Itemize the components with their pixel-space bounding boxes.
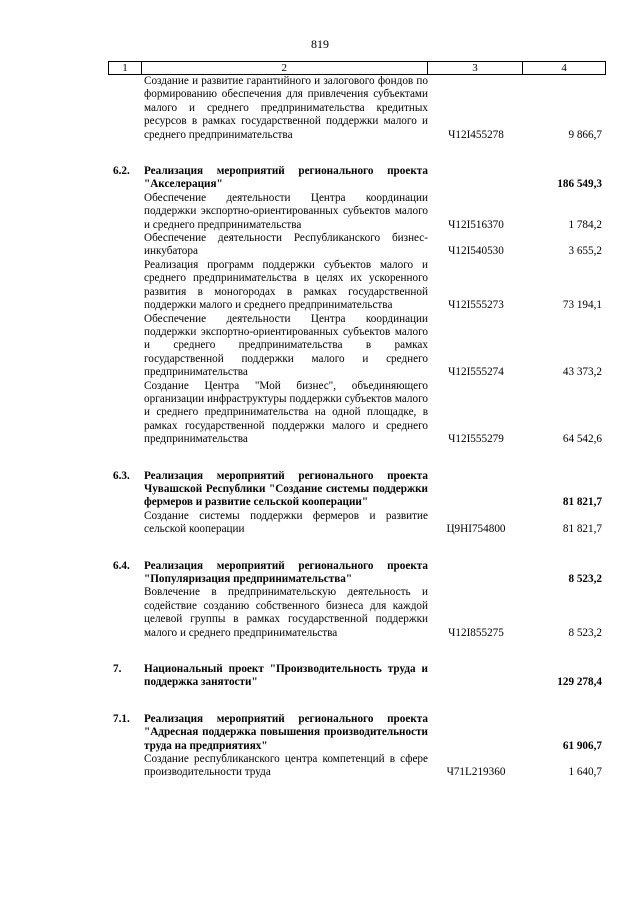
table-row	[108, 259, 606, 313]
row-code: Ц9НI754800	[446, 523, 506, 536]
row-number	[108, 232, 141, 259]
row-code	[428, 663, 524, 690]
row-description: Обеспечение деятельности Республиканского бизнес-инкубатора	[144, 232, 428, 258]
budget-table	[108, 75, 606, 780]
row-number: 7.	[113, 663, 122, 676]
table-row	[108, 753, 606, 780]
row-amount: 8 523,2	[568, 626, 602, 639]
row-code	[428, 713, 524, 753]
row-amount: 73 194,1	[562, 299, 602, 312]
column-header-3: 3	[428, 62, 524, 74]
table-row	[108, 586, 606, 640]
row-amount: 129 278,4	[557, 676, 602, 689]
row-number: 6.4.	[113, 559, 130, 572]
row-description: Реализация мероприятий регионального проекта "Популяризация предпринимательства"	[144, 559, 428, 585]
row-number	[108, 259, 141, 313]
row-code: Ч12I555279	[448, 433, 504, 446]
row-description: Создание Центра "Мой бизнес", объединяющего организации инфраструктуры поддержки субъектов малого и среднего предпринимательства на одной площадке, в рамках государственной поддержки малого и среднего предпринимательства	[144, 379, 428, 446]
row-amount: 3 655,2	[568, 245, 602, 258]
row-code	[428, 470, 524, 510]
row-amount: 1 640,7	[568, 766, 602, 779]
row-code: Ч12I855275	[448, 626, 504, 639]
row-code: Ч12I540530	[448, 245, 504, 258]
row-code: Ч12I555274	[448, 366, 504, 379]
row-code: Ч12I555273	[448, 299, 504, 312]
row-number	[108, 586, 141, 640]
row-number: 6.3.	[113, 469, 130, 482]
row-code	[428, 165, 524, 192]
table-row	[108, 380, 606, 447]
table-row-section	[108, 663, 606, 690]
row-code	[428, 560, 524, 587]
row-amount: 1 784,2	[568, 218, 602, 231]
row-description: Обеспечение деятельности Центра координации поддержки экспортно-ориентированных субъектов малого и среднего предпринимательства в рамках государственной поддержки малого и среднего предпринимательства	[144, 312, 428, 379]
row-amount: 64 542,6	[562, 433, 602, 446]
table-row-section	[108, 713, 606, 753]
table-row-section	[108, 470, 606, 510]
row-description: Реализация мероприятий регионального проекта "Акселерация"	[144, 165, 428, 191]
row-description: Создание системы поддержки фермеров и развитие сельской кооперации	[144, 509, 428, 536]
table-row-section	[108, 560, 606, 587]
table-row	[108, 192, 606, 232]
row-amount: 9 866,7	[568, 128, 602, 141]
row-amount: 186 549,3	[557, 178, 602, 191]
row-amount: 8 523,2	[568, 573, 602, 585]
row-amount: 61 906,7	[562, 739, 602, 752]
table-row	[108, 75, 606, 142]
row-number	[108, 510, 141, 537]
table-row	[108, 510, 606, 537]
column-header-2: 2	[142, 62, 428, 74]
table-row	[108, 232, 606, 259]
row-amount: 81 821,7	[562, 523, 602, 536]
row-amount: 81 821,7	[562, 496, 602, 509]
row-number	[108, 192, 141, 232]
row-code: Ч12I455278	[448, 128, 504, 141]
row-description: Создание республиканского центра компетенций в сфере производительности труда	[144, 753, 428, 779]
row-number	[108, 75, 141, 142]
row-number	[108, 753, 141, 780]
row-number	[108, 313, 141, 380]
row-amount: 43 373,2	[562, 366, 602, 379]
column-header-4: 4	[561, 62, 567, 74]
row-code: Ч71L219360	[446, 766, 506, 779]
table-row	[108, 313, 606, 380]
row-description: Реализация мероприятий регионального проекта "Адресная поддержка повышения производительности труда на предприятиях"	[144, 712, 428, 752]
row-description: Реализация мероприятий регионального проекта Чувашской Республики "Создание системы поддержки фермеров и развитие сельской кооперации"	[144, 469, 428, 509]
row-description: Национальный проект "Производительность труда и поддержка занятости"	[144, 663, 428, 689]
table-column-header	[108, 61, 606, 75]
row-number: 6.2.	[113, 165, 130, 178]
row-number	[108, 380, 141, 447]
row-number: 7.1.	[113, 712, 130, 725]
row-description: Обеспечение деятельности Центра координации поддержки экспортно-ориентированных субъектов малого и среднего предпринимательства	[144, 191, 428, 231]
row-description: Создание и развитие гарантийного и залогового фондов по формированию обеспечения для привлечения субъектами малого и среднего предпринимательства кредитных ресурсов в рамках государственной поддержки малого и среднего предпринимательства	[144, 75, 428, 141]
row-description: Вовлечение в предпринимательскую деятельность и содействие созданию собственного бизнеса для каждой целевой группы в рамках государственной поддержки малого и среднего предпринимательства	[144, 586, 428, 639]
column-header-1: 1	[109, 62, 142, 74]
row-code: Ч12I516370	[448, 218, 504, 231]
table-row-section	[108, 165, 606, 192]
page-number: 819	[311, 37, 329, 51]
row-description: Реализация программ поддержки субъектов малого и среднего предпринимательства в целях их ускоренного развития в моногородах в рамках государственной поддержки малого и среднего предпринимательства	[144, 258, 428, 312]
